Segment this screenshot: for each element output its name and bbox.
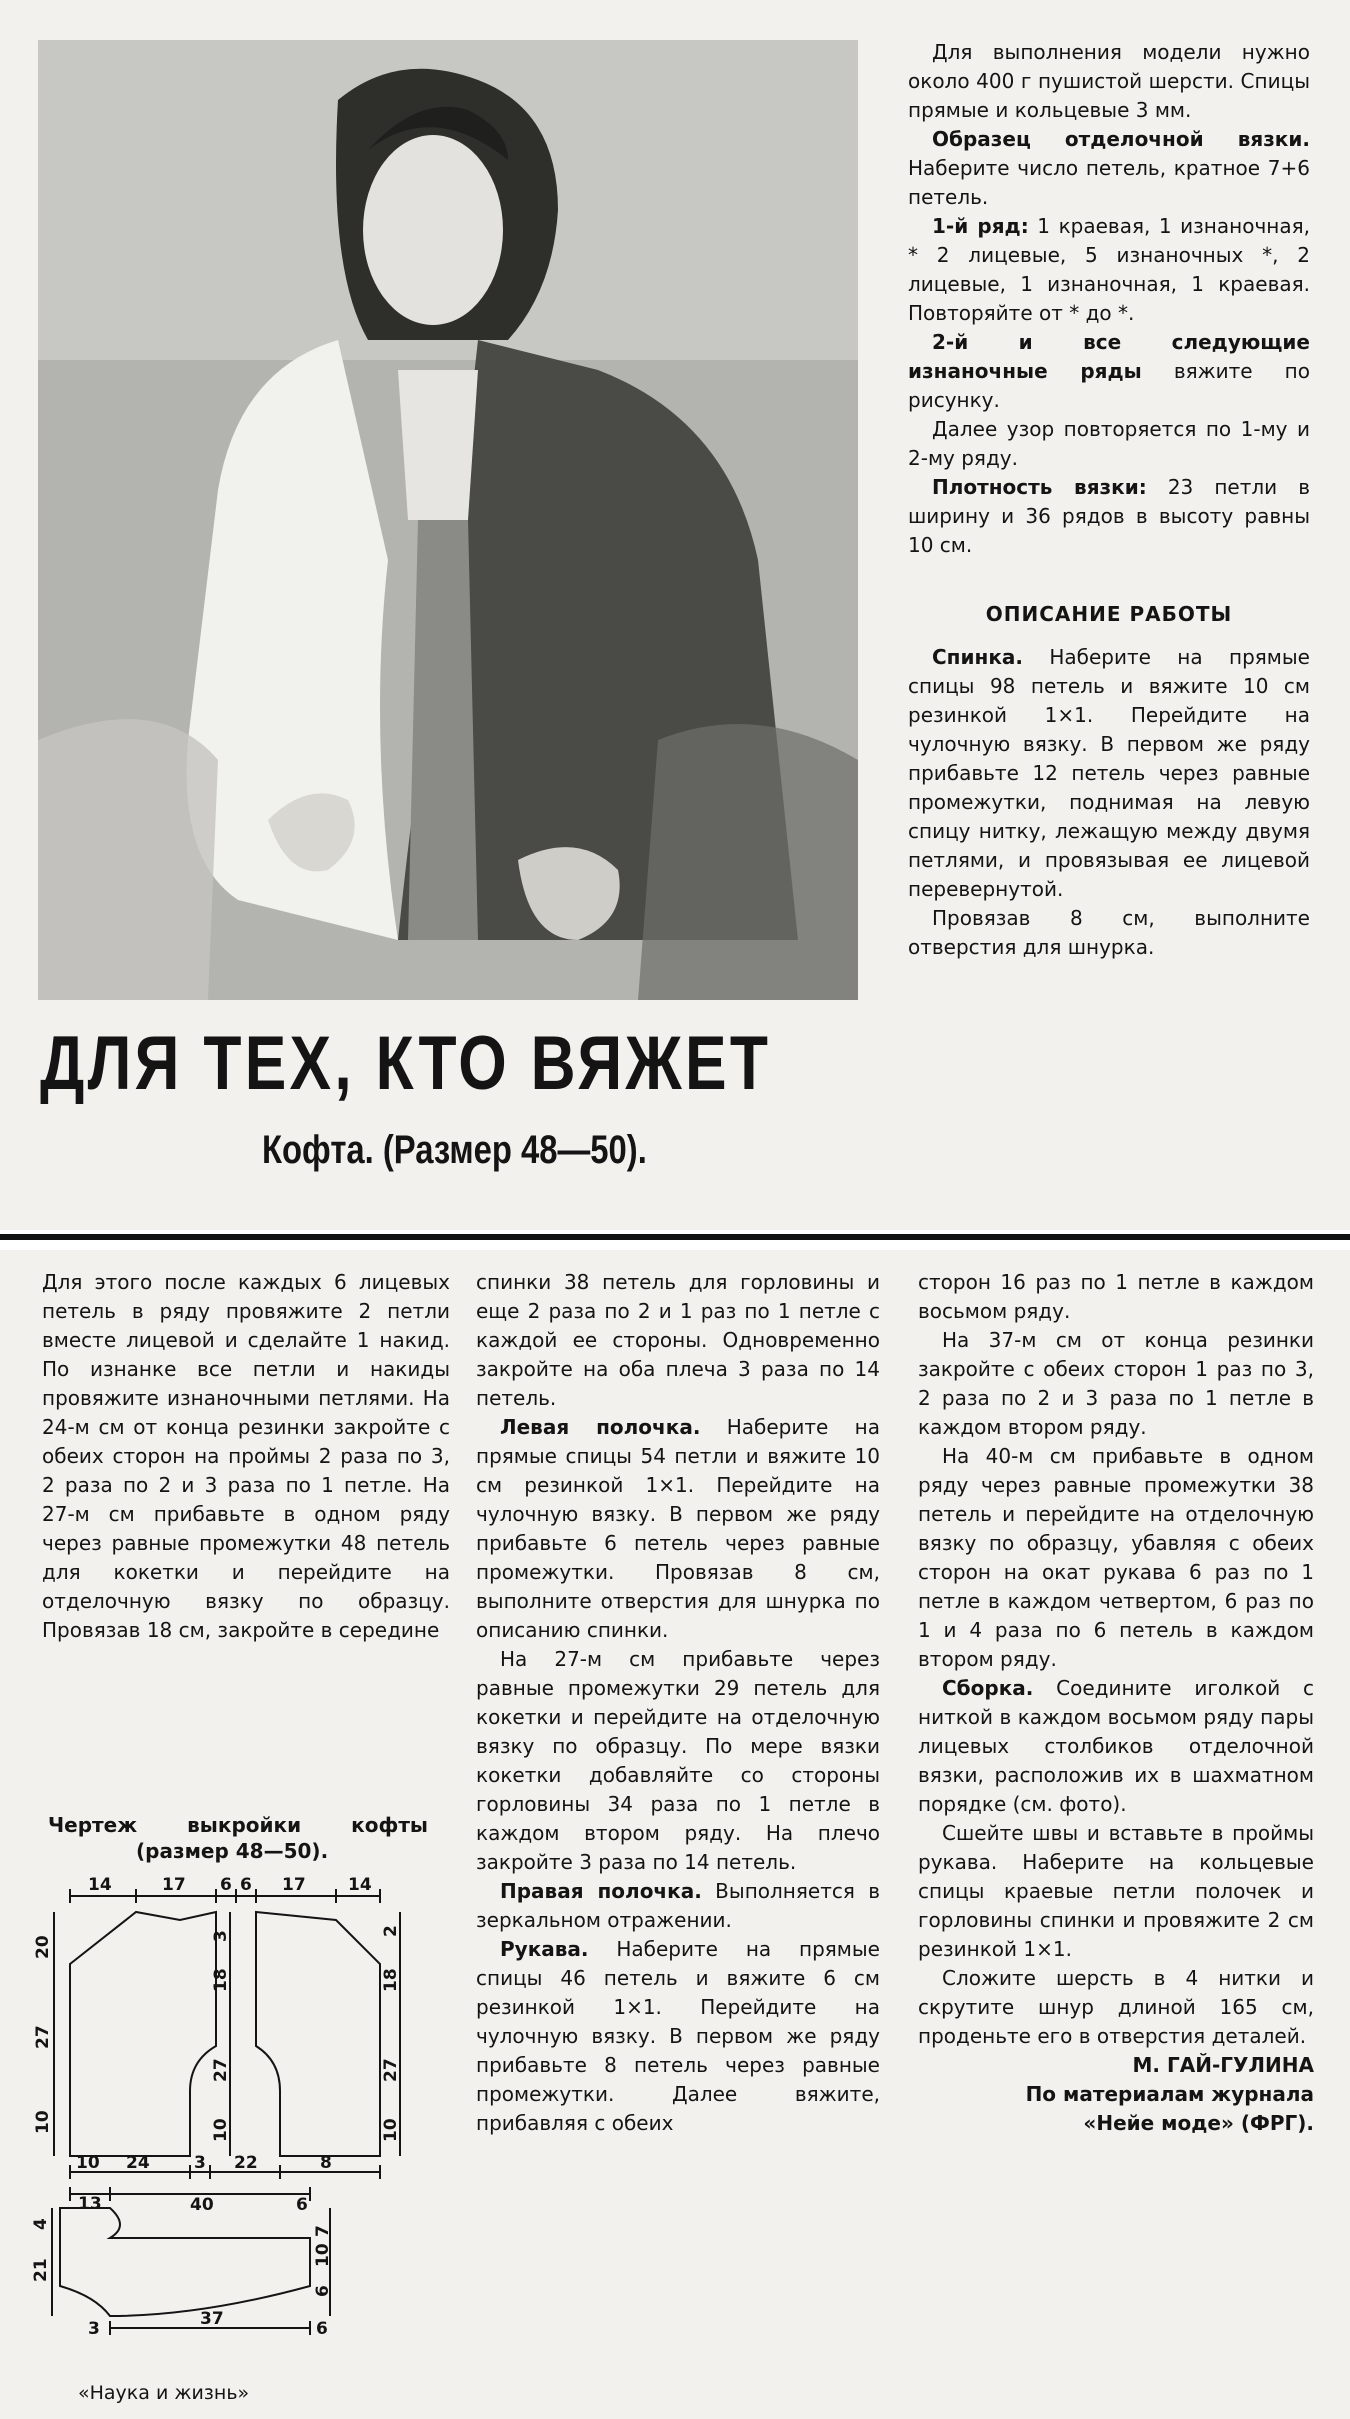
- body-paragraph: [476, 1413, 880, 1645]
- body-paragraph: На 37-м см от конца резинки закройте с обеих сторон 1 раз по 3, 2 раза по 2 и 3 раза по 1 петле в каждом втором ряду.: [918, 1328, 1314, 1439]
- bold-term: Сборка.: [942, 1676, 1034, 1700]
- diagram-label: 27: [33, 2025, 53, 2049]
- bold-term: Образец отделочной вязки.: [932, 127, 1310, 151]
- model-photo: [38, 40, 858, 1000]
- text-column-1: [42, 1268, 450, 1645]
- body-paragraph: [476, 1877, 880, 1935]
- paragraph-text: Наберите на прямые спицы 46 петель и вяжите 6 см резинкой 1×1. Перейдите на чулочную вязку. В первом же ряду прибавьте 8 петель через равные промежутки. Далее вяжите, прибавляя с обеих: [476, 1937, 880, 2135]
- diagram-label: 2: [381, 1925, 401, 1937]
- diagram-label: 6: [240, 1875, 252, 1895]
- bold-term: 1-й ряд:: [932, 214, 1029, 238]
- intro-paragraph: [908, 643, 1310, 904]
- intro-paragraph: [908, 328, 1310, 415]
- diagram-label: 17: [162, 1875, 186, 1895]
- paragraph-text: Наберите число петель, кратное 7+6 петель.: [908, 156, 1310, 209]
- clipping-divider: [0, 1234, 1350, 1240]
- bold-term: Рукава.: [500, 1937, 589, 1961]
- diagram-label: 6: [296, 2195, 308, 2215]
- intro-paragraph: [908, 473, 1310, 560]
- diagram-label: 3: [88, 2319, 100, 2339]
- author-signature: М. ГАЙ-ГУЛИНА: [1132, 2053, 1314, 2077]
- paragraph-text: 1 краевая, 1 изнаночная, * 2 лицевые, 5 изнаночных *, 2 лицевые, 1 изнаночная, 1 краевая. Повторяйте от * до *.: [908, 214, 1310, 325]
- intro-paragraph: Далее узор повторяется по 1-му и 2-му ряду.: [908, 417, 1310, 470]
- diagram-label: 3: [194, 2153, 206, 2173]
- diagram-label: 37: [200, 2309, 224, 2329]
- bold-term: Левая полочка.: [500, 1415, 701, 1439]
- bold-term: Спинка.: [932, 645, 1023, 669]
- intro-column: [908, 38, 1310, 962]
- diagram-label: 14: [88, 1875, 112, 1895]
- intro-paragraph: [908, 212, 1310, 328]
- bold-term: 2-й и все следующие изнаночные ряды: [908, 330, 1310, 383]
- paragraph-text: Наберите на прямые спицы 98 петель и вяжите 10 см резинкой 1×1. Перейдите на чулочную вязку. В первом же ряду прибавьте 12 петель через равные промежутки, поднимая на левую спицу нитку, лежащую между двумя петлями, и провязывая ее лицевой перевернутой.: [908, 645, 1310, 901]
- intro-paragraph: Для выполнения модели нужно около 400 г пушистой шерсти. Спицы прямые и кольцевые 3 мм.: [908, 40, 1310, 122]
- source-note: «Нейе моде» (ФРГ).: [1083, 2111, 1314, 2135]
- pattern-caption: [48, 1812, 428, 1864]
- diagram-label: 8: [320, 2153, 332, 2173]
- diagram-label: 10: [76, 2153, 100, 2173]
- pattern-caption-line: Чертеж выкройки кофты: [48, 1813, 428, 1837]
- diagram-label: 14: [348, 1875, 372, 1895]
- bold-term: Правая полочка.: [500, 1879, 702, 1903]
- body-paragraph: Сложите шерсть в 4 нитки и скрутите шнур длиной 165 см, проденьте его в отверстия деталей.: [918, 1966, 1314, 2048]
- pattern-diagram: [31, 1875, 440, 2339]
- text-column-3: [918, 1268, 1314, 2138]
- body-paragraph: сторон 16 раз по 1 петле в каждом восьмом ряду.: [918, 1270, 1314, 1323]
- subheadline: Кофта. (Размер 48—50).: [262, 1128, 647, 1172]
- diagram-label: 13: [78, 2194, 102, 2214]
- body-paragraph: На 27-м см прибавьте через равные промежутки 29 петель для кокетки и перейдите на отделочную вязку по образцу. По мере вязки кокетки добавляйте со стороны горловины 34 раза по 1 петле в каждом втором ряду. На плечо закройте 3 раза по 14 петель.: [476, 1647, 880, 1874]
- diagram-label: 10: [313, 2243, 333, 2267]
- body-paragraph: спинки 38 петель для горловины и еще 2 раза по 2 и 1 раз по 1 петле с каждой ее стороны. Одновременно закройте на оба плеча 3 раза по 14 петель.: [476, 1270, 880, 1410]
- diagram-label: 40: [190, 2195, 214, 2215]
- source-note: По материалам журнала: [1025, 2082, 1314, 2106]
- body-paragraph: [918, 1674, 1314, 1819]
- diagram-label: 21: [31, 2258, 51, 2282]
- paragraph-text: вяжите по рисунку.: [908, 359, 1310, 412]
- diagram-label: 27: [381, 2058, 401, 2082]
- body-paragraph: Сшейте швы и вставьте в проймы рукава. Наберите на кольцевые спицы краевые петли полочек и горловины спинки и провяжите 2 см резинкой 1×1.: [918, 1821, 1314, 1961]
- paragraph-text: Выполняется в зеркальном отражении.: [476, 1879, 881, 1932]
- section-heading: ОПИСАНИЕ РАБОТЫ: [985, 602, 1233, 626]
- diagram-label: 18: [211, 1968, 231, 1992]
- paragraph-text: Соедините иголкой с ниткой в каждом восьмом ряду пары лицевых столбиков отделочной вязки, расположив их в шахматном порядке (см. фото).: [918, 1676, 1314, 1816]
- diagram-label: 18: [381, 1968, 401, 1992]
- diagram-label: 27: [211, 2058, 231, 2082]
- diagram-label: 6: [220, 1875, 232, 1895]
- bold-term: Плотность вязки:: [932, 475, 1147, 499]
- diagram-label: 24: [126, 2153, 150, 2173]
- model-photo-illustration: [38, 40, 858, 1000]
- paragraph-text: Наберите на прямые спицы 54 петли и вяжите 10 см резинкой 1×1. Перейдите на чулочную вязку. В первом же ряду прибавьте 6 петель через равные промежутки. Провязав 8 см, выполните отверстия для шнурка по описанию спинки.: [476, 1415, 880, 1642]
- diagram-label: 4: [31, 2218, 51, 2230]
- diagram-label: 17: [282, 1875, 306, 1895]
- diagram-label: 3: [211, 1930, 231, 1942]
- diagram-label: 6: [313, 2285, 333, 2297]
- diagram-label: 7: [313, 2225, 333, 2237]
- text-column-2: [476, 1268, 880, 2138]
- source-credit: «Наука и жизнь»: [78, 2382, 250, 2404]
- pattern-caption-line: (размер 48—50).: [136, 1839, 329, 1863]
- diagram-label: 22: [234, 2153, 258, 2173]
- diagram-label: 6: [316, 2319, 328, 2339]
- intro-paragraph: Провязав 8 см, выполните отверстия для шнурка.: [908, 906, 1310, 959]
- diagram-label: 10: [381, 2118, 401, 2142]
- paragraph-text: 23 петли в ширину и 36 рядов в высоту равны 10 см.: [908, 475, 1310, 557]
- headline: ДЛЯ ТЕХ, КТО ВЯЖЕТ: [40, 1021, 772, 1106]
- body-paragraph: На 40-м см прибавьте в одном ряду через равные промежутки 38 петель и перейдите на отделочную вязку по образцу, убавляя с обеих сторон на окат рукава 6 раз по 1 петле в каждом четвертом, 6 раз по 1 и 4 раза по 6 петель в каждом втором ряду.: [918, 1444, 1314, 1671]
- diagram-label: 10: [211, 2118, 231, 2142]
- body-paragraph: [476, 1935, 880, 2138]
- diagram-label: 20: [33, 1935, 53, 1959]
- body-paragraph: Для этого после каждых 6 лицевых петель в ряду провяжите 2 петли вместе лицевой и сделайте 1 накид. По изнанке все петли и накиды провяжите изнаночными петлями. На 24-м см от конца резинки закройте с обеих сторон на проймы 2 раза по 3, 2 раза по 2 и 3 раза по 1 петле. На 27-м см прибавьте в одном ряду через равные промежутки 48 петель для кокетки и перейдите на отделочную вязку по образцу. Провязав 18 см, закройте в середине: [42, 1270, 450, 1642]
- intro-paragraph: [908, 125, 1310, 212]
- diagram-label: 10: [33, 2110, 53, 2134]
